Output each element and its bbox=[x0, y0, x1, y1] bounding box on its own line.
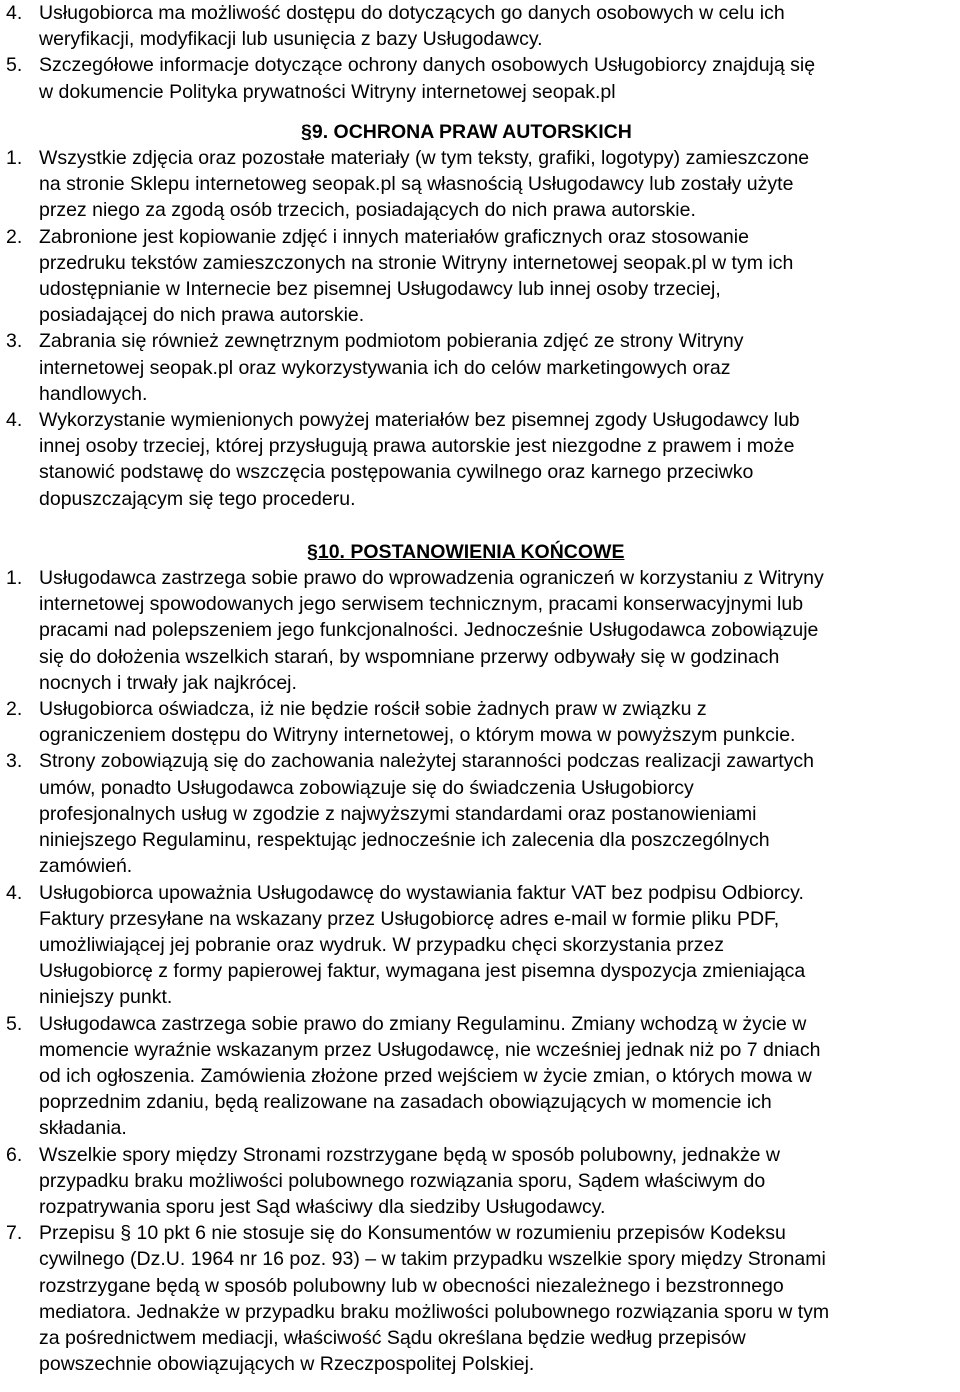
item-number: 7. bbox=[6, 1222, 23, 1245]
section-title: 10. POSTANOWIENIA KOŃCOWE bbox=[317, 540, 625, 563]
item-text: Zabrania się również zewnętrznym podmiotom pobierania zdjęć ze strony Witryny internetowej seopak.pl oraz wykorzystywania ich do celów marketingowych oraz handlowych. bbox=[39, 330, 744, 405]
item-number: 2. bbox=[6, 225, 23, 248]
item-number: 2. bbox=[6, 698, 23, 721]
list-item bbox=[6, 1220, 952, 1377]
item-text: Zabronione jest kopiowanie zdjęć i innych materiałów graficznych oraz stosowanie przedruku tekstów zamieszczonych na stronie Witryny internetowej seopak.pl w tym ich udostępnianie w Internecie bez pisemnej Usługodawcy lub innej osoby trzeciej, posiadającej do nich prawa autorskie. bbox=[39, 225, 794, 327]
item-text: Wykorzystanie wymienionych powyżej materiałów bez pisemnej zgody Usługodawcy lub innej osoby trzeciej, której przysługują prawa autorskie jest niezgodne z prawem i może stanowić podstawę do wszczęcia postępowania cywilnego oraz karnego przeciwko dopuszczającym się tego procederu. bbox=[39, 409, 800, 510]
item-text: Strony zobowiązują się do zachowania należytej staranności podczas realizacji zawartych umów, ponadto Usługodawca zobowiązuje się do świadczenia Usługobiorcy profesjonalnych usług w zgodzie z najwyższymi standardami oraz postanowieniami niniejszego Regulaminu, respektując jednocześnie ich zalecenia dla poszczególnych zamówień. bbox=[39, 750, 814, 878]
item-text: Szczegółowe informacje dotyczące ochrony danych osobowych Usługobiorcy znajdują się w dokumencie Polityka prywatności Witryny internetowej seopak.pl bbox=[39, 54, 816, 103]
section-heading bbox=[6, 539, 952, 565]
item-number: 1. bbox=[6, 567, 23, 590]
list-item bbox=[6, 52, 952, 104]
section-title: 9. OCHRONA PRAW AUTORSKICH bbox=[311, 120, 632, 143]
item-number: 5. bbox=[6, 54, 23, 77]
list-item bbox=[6, 328, 952, 407]
item-text: Usługobiorca ma możliwość dostępu do dotyczących go danych osobowych w celu ich weryfikacji, modyfikacji lub usunięcia z bazy Usługodawcy. bbox=[39, 2, 785, 51]
item-text: Przepisu § 10 pkt 6 nie stosuje się do Konsumentów w rozumieniu przepisów Kodeksu cywilnego (Dz.U. 1964 nr 16 poz. 93) – w takim przypadku wszelkie spory między Stronami rozstrzygane będą w sposób polubowny lub w obecności niezależnego i bezstronnego mediatora. Jednakże w przypadku braku możliwości polubownego rozwiązania sporu w tym za pośrednictwem mediacji, właściwość Sądu określana będzie według przepisów powszechnie obowiązujących w Rzeczpospolitej Polskiej. bbox=[39, 1222, 830, 1376]
item-number: 6. bbox=[6, 1143, 23, 1166]
item-text: Usługobiorca oświadcza, iż nie będzie rościł sobie żadnych praw w związku z ograniczeniem dostępu do Witryny internetowej, o którym mowa w powyższym punkcie. bbox=[39, 698, 796, 747]
list-item bbox=[6, 1142, 952, 1221]
item-text: Wszystkie zdjęcia oraz pozostałe materiały (w tym teksty, grafiki, logotypy) zamieszczone na stronie Sklepu internetoweg seopak.pl są własnością Usługodawcy lub zostały użyte przez niego za zgodą osób trzecich, posiadających do nich prawa autorskie. bbox=[39, 147, 810, 222]
item-text: Wszelkie spory między Stronami rozstrzygane będą w sposób polubowny, jednakże w przypadku braku możliwości polubownego rozwiązania sporu, Sądem właściwym do rozpatrywania sporu jest Sąd właściwy dla siedziby Usługodawcy. bbox=[39, 1143, 780, 1218]
item-text: Usługodawca zastrzega sobie prawo do zmiany Regulaminu. Zmiany wchodzą w życie w momencie wyraźnie wskazanym przez Usługodawcę, nie wcześniej jednak niż po 7 dniach od ich ogłoszenia. Zamówienia złożone przed wejściem w życie zmian, o których mowa w poprzednim zdaniu, będą realizowane na zasadach obowiązujących w momencie ich składania. bbox=[39, 1012, 821, 1140]
item-text: Usługodawca zastrzega sobie prawo do wprowadzenia ograniczeń w korzystaniu z Witryny internetowej spowodowanych jego serwisem technicznym, pracami konserwacyjnymi lub pracami nad polepszeniem jego funkcjonalności. Jednocześnie Usługodawca zobowiązuje się do dołożenia wszelkich starań, by wspomniane przerwy odbywały się w godzinach nocnych i trwały jak najkrócej. bbox=[39, 567, 824, 694]
list-item bbox=[6, 145, 952, 224]
item-number: 4. bbox=[6, 409, 23, 432]
section-10 bbox=[6, 539, 952, 1378]
list-item bbox=[6, 696, 952, 748]
section-heading bbox=[6, 119, 952, 145]
list-item bbox=[6, 224, 952, 329]
list-item bbox=[6, 880, 952, 1011]
section-8-tail bbox=[6, 0, 952, 105]
item-text: Usługobiorca upoważnia Usługodawcę do wystawiania faktur VAT bez podpisu Odbiorcy. Faktury przesyłane na wskazany przez Usługobiorcę adres e-mail w formie pliku PDF, umożliwiającej jej pobranie oraz wydruk. W przypadku chęci skorzystania przez Usługobiorcę z formy papierowej faktur, wymagana jest pisemna dyspozycja zmieniająca niniejszy punkt. bbox=[39, 881, 806, 1009]
list-item bbox=[6, 407, 952, 512]
list-item bbox=[6, 0, 952, 52]
item-number: 3. bbox=[6, 330, 23, 353]
item-number: 4. bbox=[6, 881, 23, 904]
item-number: 5. bbox=[6, 1012, 23, 1035]
list-item bbox=[6, 748, 952, 879]
section-9 bbox=[6, 119, 952, 512]
item-number: 1. bbox=[6, 147, 23, 170]
item-number: 3. bbox=[6, 750, 23, 773]
item-number: 4. bbox=[6, 2, 23, 24]
list-item bbox=[6, 565, 952, 696]
list-item bbox=[6, 1011, 952, 1142]
section-mark: § bbox=[301, 120, 312, 143]
section-mark: § bbox=[307, 540, 318, 563]
